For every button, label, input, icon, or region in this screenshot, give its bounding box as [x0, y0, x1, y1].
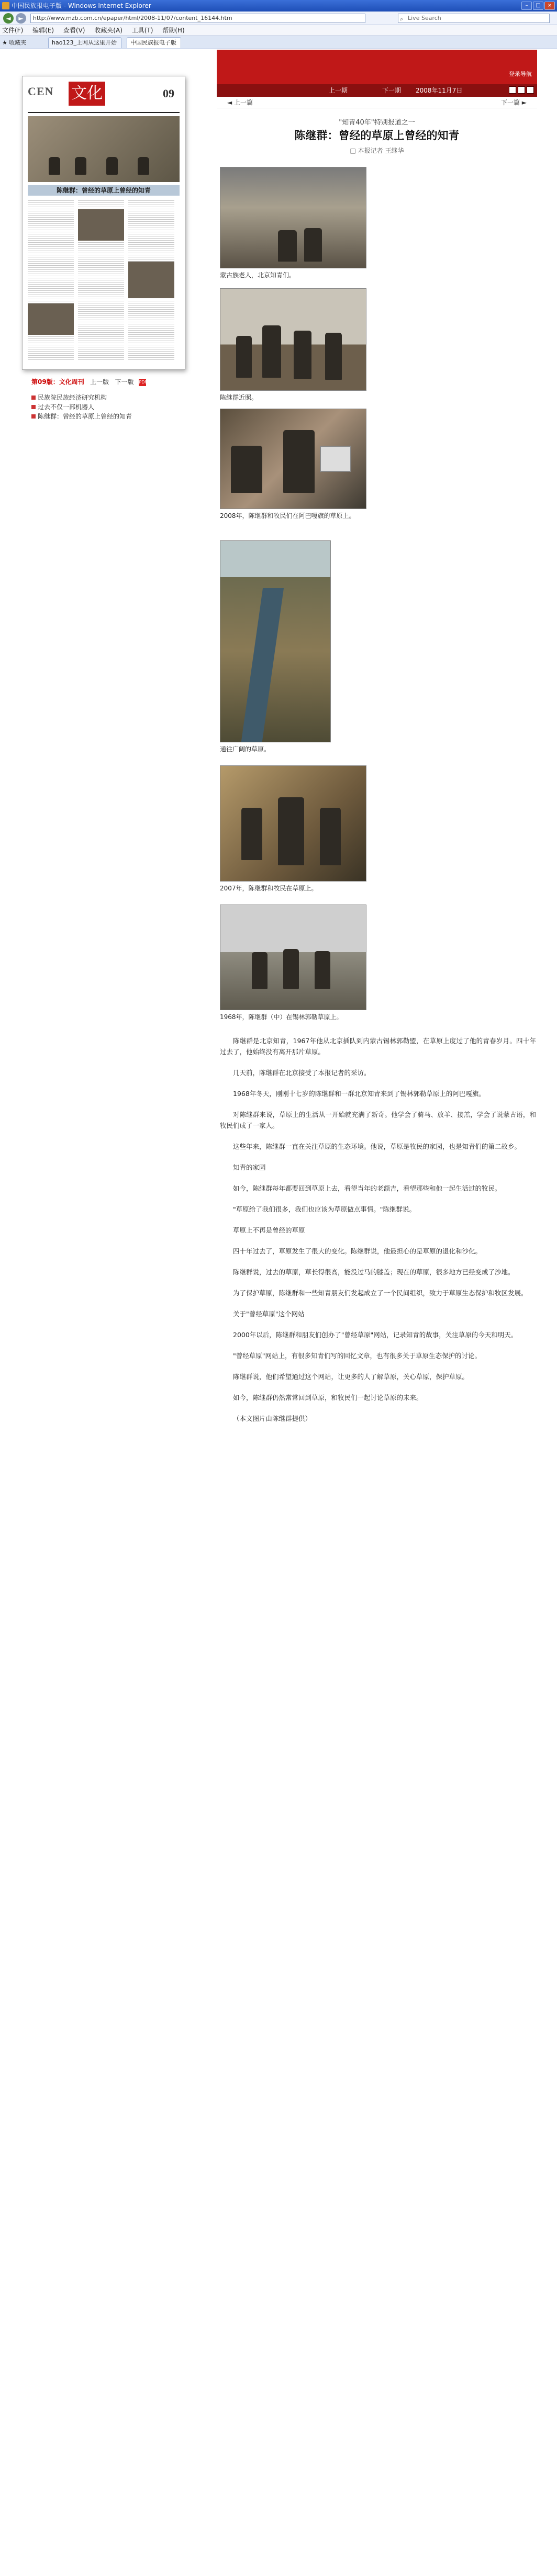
search-input[interactable]: [398, 14, 550, 23]
page-number: 09: [163, 87, 174, 100]
next-issue-link[interactable]: 下一期: [382, 87, 402, 94]
menu-view[interactable]: 查看(V): [63, 27, 85, 34]
article-body: [220, 1035, 536, 1434]
menu-bar: [0, 25, 557, 36]
article-photo: [220, 409, 366, 509]
tab-epaper[interactable]: 中国民族报电子版: [127, 37, 181, 48]
section-title: 文化: [69, 82, 105, 106]
issue-date: 2008年11月7日: [416, 87, 463, 94]
article-link[interactable]: 陈继群：曾经的草原上曾经的知青: [31, 412, 188, 421]
star-icon: ★: [2, 39, 7, 46]
article-kicker: "知青40年"特别报道之一: [339, 119, 415, 127]
favorites-label: 收藏夹: [9, 39, 27, 46]
close-window-button[interactable]: ×: [544, 2, 555, 10]
menu-tools[interactable]: 工具(T): [131, 27, 153, 34]
bullet-icon: [31, 414, 36, 419]
photo-credit: （本文图片由陈继群提供）: [233, 1415, 312, 1422]
article-photo: [220, 288, 366, 391]
back-button[interactable]: ◄: [3, 13, 14, 24]
paragraph: 如今，陈继群仍然常常回到草原，和牧民们一起讨论草原的未来。: [233, 1394, 423, 1402]
newspaper-text-columns: [28, 199, 180, 361]
address-bar-row: [0, 12, 557, 25]
newspaper-page-thumbnail[interactable]: [22, 76, 185, 370]
photo-caption: 通往广阔的草原。: [220, 745, 271, 753]
site-header-banner: [217, 50, 537, 84]
article-link[interactable]: 民族院民族经济研究机构: [31, 393, 188, 402]
search-icon: ⌕: [400, 16, 404, 22]
article-link[interactable]: 过去不仅一部机器人: [31, 402, 188, 412]
paragraph: 2000年以后，陈继群和朋友们创办了"曾经草原"网站，记录知青的故事，关注草原的今天和明天。: [233, 1331, 518, 1339]
paragraph: "草原给了我们很多，我们也应该为草原做点事情。"陈继群说。: [233, 1205, 416, 1213]
menu-file[interactable]: 文件(F): [2, 27, 24, 34]
photo-caption: 1968年，陈继群（中）在锡林郭勒草原上。: [220, 1013, 343, 1021]
paragraph: 这些年来，陈继群一直在关注草原的生态环境。他说，草原是牧民的家园，也是知青们的第二故乡。: [233, 1143, 521, 1150]
login-nav-link[interactable]: 登录导航: [509, 71, 532, 77]
paragraph: "曾经草原"网站上，有很多知青们写的回忆文章，也有很多关于草原生态保护的讨论。: [233, 1352, 482, 1360]
paragraph: 为了保护草原，陈继群和一些知青朋友们发起成立了一个民间组织，致力于草原生态保护和牧区发展。: [233, 1289, 528, 1297]
edition-pager: [31, 377, 178, 387]
article-photo: [220, 765, 366, 882]
minimize-button[interactable]: –: [521, 2, 532, 10]
paragraph: 陈继群说，过去的草原，草长得很高，能没过马的膝盖；现在的草原，很多地方已经变成了沙地。: [233, 1268, 515, 1276]
edition-label: 第09版：文化周刊: [31, 378, 84, 386]
section-heading: 关于"曾经草原"这个网站: [233, 1310, 305, 1318]
menu-edit[interactable]: 编辑(E): [32, 27, 54, 34]
article-link-list: [31, 393, 188, 421]
bullet-icon: [31, 405, 36, 409]
section-heading: 草原上不再是曾经的草原: [233, 1226, 305, 1234]
prev-issue-link[interactable]: 上一期: [329, 87, 348, 94]
tab-hao123[interactable]: hao123_上网从这里开始: [48, 37, 121, 48]
tab-bar: [0, 36, 557, 49]
menu-help[interactable]: 帮助(H): [162, 27, 185, 34]
forward-button[interactable]: ►: [16, 13, 26, 24]
browser-app-icon: [2, 2, 9, 9]
pdf-icon[interactable]: PDF: [139, 379, 146, 386]
article-nav: [217, 97, 537, 108]
article-photo: [220, 540, 331, 742]
paragraph: 四十年过去了，草原发生了很大的变化。陈继群说，他最担心的是草原的退化和沙化。: [233, 1247, 482, 1255]
maximize-button[interactable]: □: [533, 2, 543, 10]
issue-nav-bar: [217, 84, 537, 97]
prev-article-link[interactable]: ◄ 上一篇: [227, 99, 253, 106]
prev-edition-link[interactable]: 上一版: [90, 378, 109, 386]
photo-caption: 陈继群近照。: [220, 394, 258, 401]
favorites-button[interactable]: [2, 38, 26, 47]
bullet-icon: [31, 396, 36, 400]
paragraph: 陈继群是北京知青，1967年他从北京插队到内蒙古锡林郭勒盟，在草原上度过了他的青春岁月。四十年过去了，他始终没有离开那片草原。: [220, 1037, 536, 1056]
article-title: 陈继群：曾经的草原上曾经的知青: [294, 129, 460, 142]
paragraph: 1968年冬天，刚刚十七岁的陈继群和一群北京知青来到了锡林郭勒草原上的阿巴嘎旗。: [233, 1090, 485, 1098]
photo-caption: 蒙古族老人，北京知青们。: [220, 272, 296, 279]
photo-caption: 2007年，陈继群和牧民在草原上。: [220, 885, 318, 892]
article-photo: [220, 905, 366, 1010]
menu-favorites[interactable]: 收藏夹(A): [94, 27, 122, 34]
newspaper-brand: CEN: [28, 85, 54, 98]
url-input[interactable]: http://www.mzb.com.cn/epaper/html/2008-11/07/content_16144.htm: [30, 14, 365, 23]
newspaper-headline: 陈继群：曾经的草原上曾经的知青: [28, 185, 180, 196]
article-byline: □ 本报记者 王继华: [350, 147, 404, 154]
search-placeholder: Live Search: [408, 15, 441, 21]
newspaper-banner-photo: [28, 116, 180, 182]
next-edition-link[interactable]: 下一版: [115, 378, 134, 386]
page-content: [0, 50, 557, 2576]
nav-square-icon[interactable]: [518, 86, 525, 94]
window-controls: [521, 2, 555, 10]
newspaper-masthead: [28, 82, 180, 113]
paragraph: 几天前，陈继群在北京接受了本报记者的采访。: [233, 1069, 371, 1077]
nav-square-icon[interactable]: [527, 86, 534, 94]
photo-caption: 2008年，陈继群和牧民们在阿巴嘎旗的草原上。: [220, 512, 355, 519]
issue-nav-buttons: [509, 86, 534, 94]
nav-square-icon[interactable]: [509, 86, 516, 94]
paragraph: 如今，陈继群每年都要回到草原上去，看望当年的老额吉，看望那些和他一起生活过的牧民。: [233, 1184, 502, 1192]
next-article-link[interactable]: 下一篇 ►: [500, 99, 527, 106]
article-photo: [220, 167, 366, 268]
window-titlebar: [0, 0, 557, 12]
paragraph: 陈继群说，他们希望通过这个网站，让更多的人了解草原，关心草原，保护草原。: [233, 1373, 469, 1381]
section-heading: 知青的家园: [233, 1163, 266, 1171]
paragraph: 对陈继群来说，草原上的生活从一开始就充满了新奇。他学会了骑马、放羊、接羔，学会了说蒙古语，和牧民们成了一家人。: [220, 1111, 536, 1129]
window-title: 中国民族报电子版 - Windows Internet Explorer: [12, 2, 151, 9]
